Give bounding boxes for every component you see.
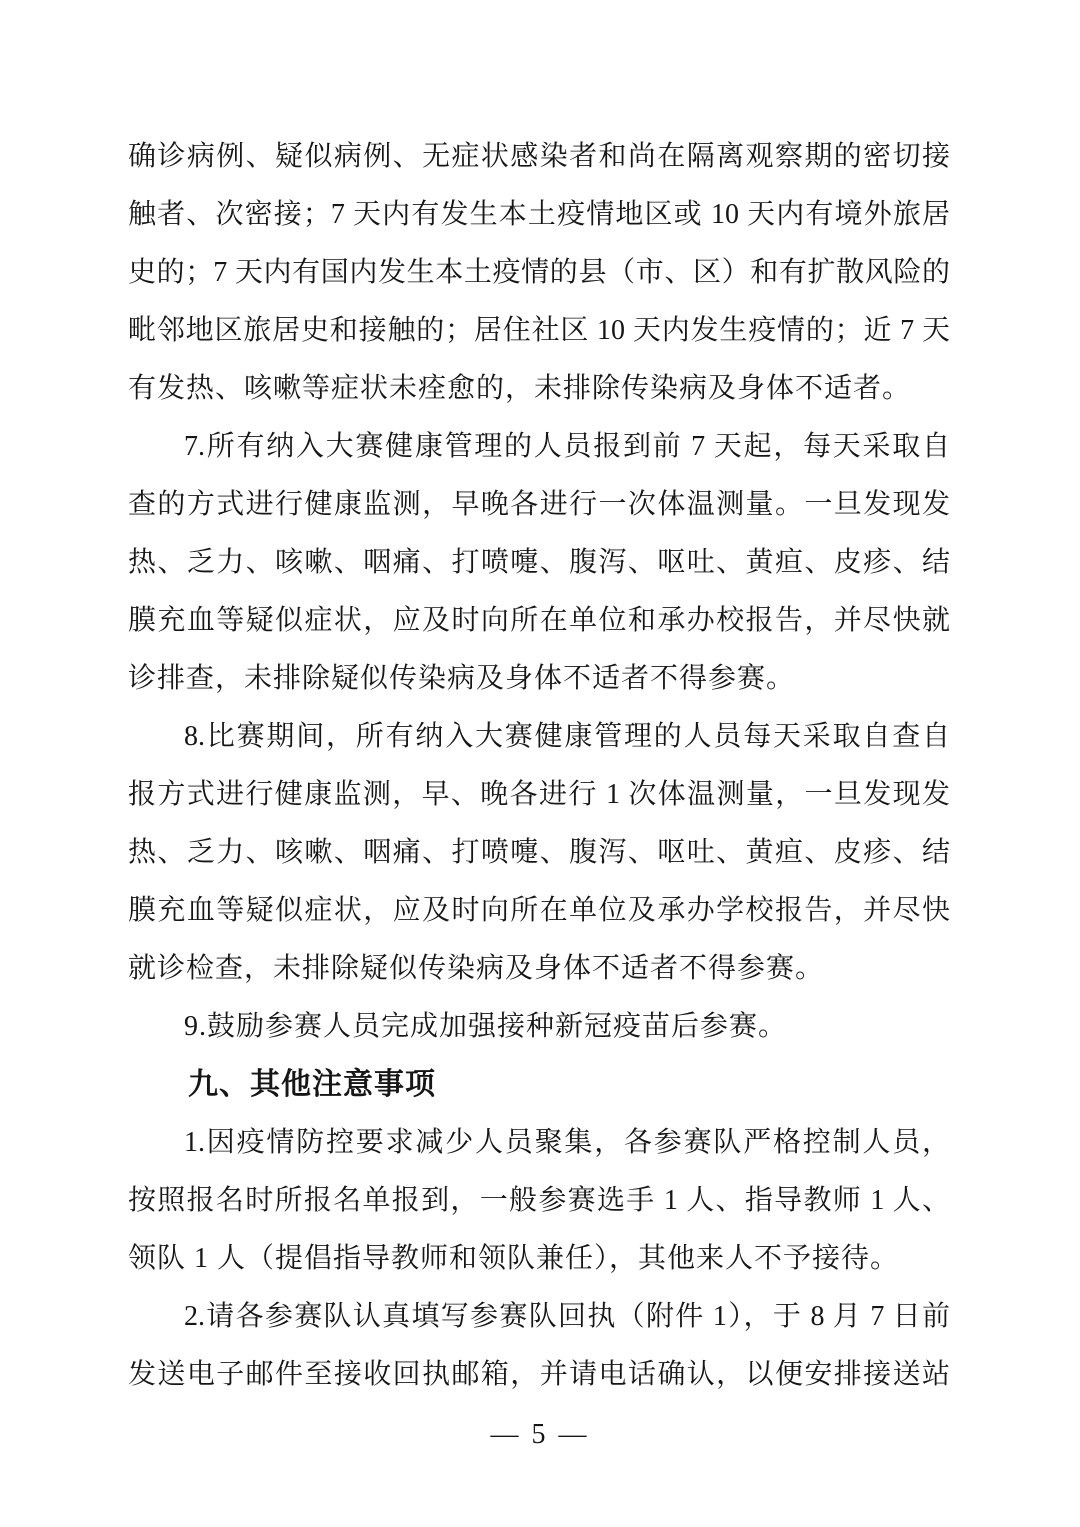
text-line-paragraph-9: 9.鼓励参赛人员完成加强接种新冠疫苗后参赛。 <box>184 1011 788 1042</box>
text-line: 报方式进行健康监测，早、晚各进行 1 次体温测量，一旦发现发 <box>128 779 950 810</box>
text-line-paragraph-2-start: 2.请各参赛队认真填写参赛队回执（附件 1），于 8 月 7 日前 <box>184 1301 950 1332</box>
text-line: 膜充血等疑似症状，应及时向所在单位及承办学校报告，并尽快 <box>128 895 950 926</box>
text-line: 毗邻地区旅居史和接触的；居住社区 10 天内发生疫情的；近 7 天 <box>128 315 950 346</box>
text-line-paragraph-7-start: 7.所有纳入大赛健康管理的人员报到前 7 天起，每天采取自 <box>184 431 950 462</box>
text-line: 确诊病例、疑似病例、无症状感染者和尚在隔离观察期的密切接 <box>128 141 950 172</box>
text-line: 查的方式进行健康监测，早晚各进行一次体温测量。一旦发现发 <box>128 489 950 520</box>
text-line: 史的；7 天内有国内发生本土疫情的县（市、区）和有扩散风险的 <box>128 257 950 288</box>
text-line: 发送电子邮件至接收回执邮箱，并请电话确认，以便安排接送站 <box>128 1359 950 1390</box>
text-line: 按照报名时所报名单报到，一般参赛选手 1 人、指导教师 1 人、 <box>128 1185 950 1216</box>
text-line: 就诊检查，未排除疑似传染病及身体不适者不得参赛。 <box>128 953 825 984</box>
text-line: 诊排查，未排除疑似传染病及身体不适者不得参赛。 <box>128 663 796 694</box>
text-line: 触者、次密接；7 天内有发生本土疫情地区或 10 天内有境外旅居 <box>128 199 950 230</box>
text-line: 热、乏力、咳嗽、咽痛、打喷嚏、腹泻、呕吐、黄疸、皮疹、结 <box>128 837 950 868</box>
section-heading: 九、其他注意事项 <box>188 1068 436 1101</box>
document-body <box>128 128 950 1404</box>
text-line: 热、乏力、咳嗽、咽痛、打喷嚏、腹泻、呕吐、黄疸、皮疹、结 <box>128 547 950 578</box>
page-number: — 5 — <box>490 1419 590 1450</box>
text-line: 有发热、咳嗽等症状未痊愈的，未排除传染病及身体不适者。 <box>128 373 912 404</box>
text-line-paragraph-1-start: 1.因疫情防控要求减少人员聚集，各参赛队严格控制人员， <box>184 1127 950 1158</box>
text-line-paragraph-8-start: 8.比赛期间，所有纳入大赛健康管理的人员每天采取自查自 <box>184 721 950 752</box>
text-line: 领队 1 人（提倡指导教师和领队兼任），其他来人不予接待。 <box>128 1243 900 1274</box>
text-line: 膜充血等疑似症状，应及时向所在单位和承办校报告，并尽快就 <box>128 605 950 636</box>
